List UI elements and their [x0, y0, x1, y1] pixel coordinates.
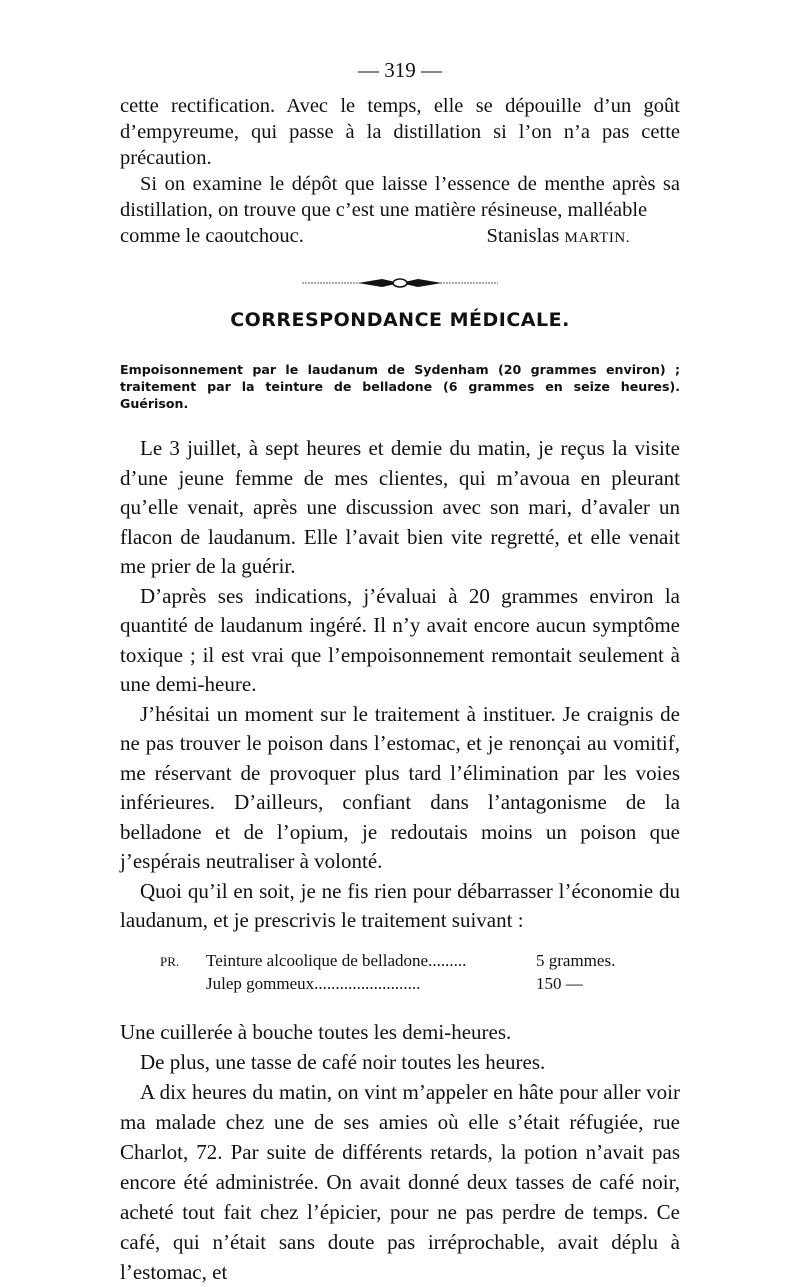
section-title: CORRESPONDANCE MÉDICALE.	[230, 309, 570, 331]
paragraph: J’hésitai un moment sur le traitement à instituer. Je craignis de ne pas trouver le poison dans l’estomac, et je renonçai au vomitif, me réservant de provoquer plus tard l’élimination par les voies inférieures. D’ailleurs, confiant dans l’antagonisme de la belladone et de l’opium, je redoutais moins un poison que j’espérais neutraliser à volonté.	[120, 701, 680, 873]
book-page	[120, 58, 680, 1287]
ingredient-quantity: 150 —	[536, 973, 583, 993]
signature-first-name: Stanislas	[486, 225, 560, 247]
paragraph-ending: comme le caoutchouc.	[120, 225, 304, 247]
page-number: — 319 —	[358, 58, 442, 82]
paragraph: Une cuillerée à bouche toutes les demi-heures.	[120, 1019, 512, 1044]
ingredient-quantity: 5 grammes.	[536, 950, 616, 970]
formula-row	[160, 973, 680, 995]
paragraph: A dix heures du matin, on vint m’appeler en hâte pour aller voir ma malade chez une de ses amies où elle s’était réfugiée, rue Charlot, 72. Par suite de différents retards, la potion n’avait pas encore été administrée. On avait donné deux tasses de café noir, acheté tout fait chez l’épicier, pour ne pas perdre de temps. Ce café, qui n’était sans doute pas irréprochable, avait déplu à l’estomac, et	[120, 1079, 680, 1284]
formula-prefix: PR.	[160, 953, 180, 969]
case-subheading: Empoisonnement par le laudanum de Sydenham (20 grammes environ) ; traitement par la teinture de belladone (6 grammes en seize heures). Guérison.	[120, 362, 680, 411]
following-text	[120, 1017, 680, 1287]
formula-row	[160, 950, 680, 973]
main-text	[120, 434, 680, 936]
preceding-paragraph-2: Si on examine le dépôt que laisse l’essence de menthe après sa distillation, on trouve que c’est une matière résineuse, malléable	[120, 173, 680, 221]
ingredient-name: Julep gommeux.........................	[206, 973, 421, 993]
ingredient-name: Teinture alcoolique de belladone.........	[206, 950, 467, 970]
paragraph: De plus, une tasse de café noir toutes les heures.	[140, 1049, 546, 1074]
signature-last-name: MARTIN.	[564, 230, 630, 246]
author-signature	[486, 223, 630, 251]
paragraph: D’après ses indications, j’évaluai à 20 grammes environ la quantité de laudanum ingéré. Il n’y avait encore aucun symptôme toxique ; il est vrai que l’empoisonnement remontait seulement à une demi-heure.	[120, 583, 680, 696]
signature-line	[120, 223, 680, 251]
paragraph: Quoi qu’il en soit, je ne fis rien pour débarrasser l’économie du laudanum, et je prescrivis le traitement suivant :	[120, 878, 680, 932]
preceding-paragraph-1: cette rectification. Avec le temps, elle se dépouille d’un goût d’empyreume, qui passe à la distillation si l’on n’a pas cette précaution.	[120, 95, 680, 169]
prescription-formula	[160, 950, 680, 995]
paragraph: Le 3 juillet, à sept heures et demie du matin, je reçus la visite d’une jeune femme de mes clientes, qui m’avoua en pleurant qu’elle venait, après une discussion avec son mari, d’avaler un flacon de laudanum. Elle l’avait bien vite regretté, et elle venait me prier de la guérir.	[120, 436, 680, 578]
ornament-icon	[300, 277, 500, 289]
ornament-divider	[120, 277, 680, 289]
